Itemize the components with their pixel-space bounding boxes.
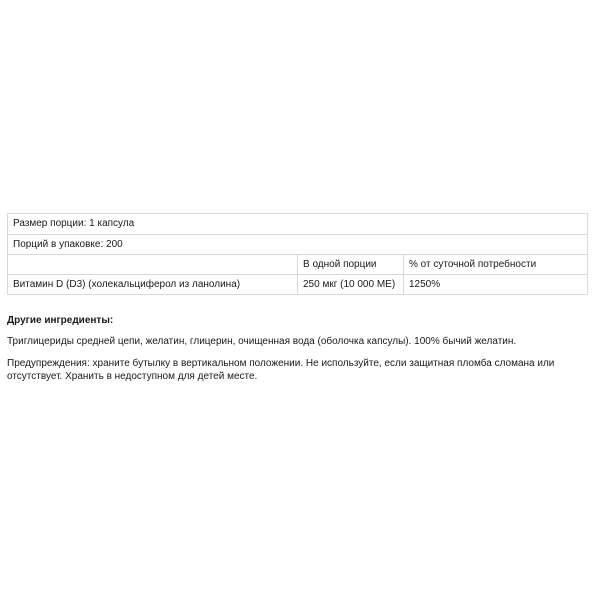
servings-per-container: Порций в упаковке: 200 <box>8 235 588 255</box>
table-row <box>8 275 588 295</box>
header-amount-per-serving: В одной порции <box>298 255 404 275</box>
nutrient-amount: 250 мкг (10 000 МЕ) <box>298 275 404 295</box>
supplement-facts-section <box>0 213 600 382</box>
warnings-text: Предупреждения: храните бутылку в вертикальном положении. Не используйте, если защитная пломба сломана или отсутствует. Хранить в недоступном для детей месте. <box>7 358 555 382</box>
servings-per-container-row <box>8 235 588 255</box>
other-ingredients-title: Другие ингредиенты: <box>7 315 114 326</box>
serving-size-row <box>8 214 588 235</box>
other-ingredients-text: Триглицериды средней цепи, желатин, глицерин, очищенная вода (оболочка капсулы). 100% бычий желатин. <box>7 336 517 347</box>
nutrient-daily-value: 1250% <box>404 275 588 295</box>
table-header-row <box>8 255 588 275</box>
serving-size: Размер порции: 1 капсула <box>8 214 588 235</box>
supplement-facts-table <box>7 213 588 295</box>
header-daily-value: % от суточной потребности <box>404 255 588 275</box>
nutrient-name: Витамин D (D3) (холекальциферол из ланолина) <box>8 275 298 295</box>
header-name-cell <box>8 255 298 275</box>
